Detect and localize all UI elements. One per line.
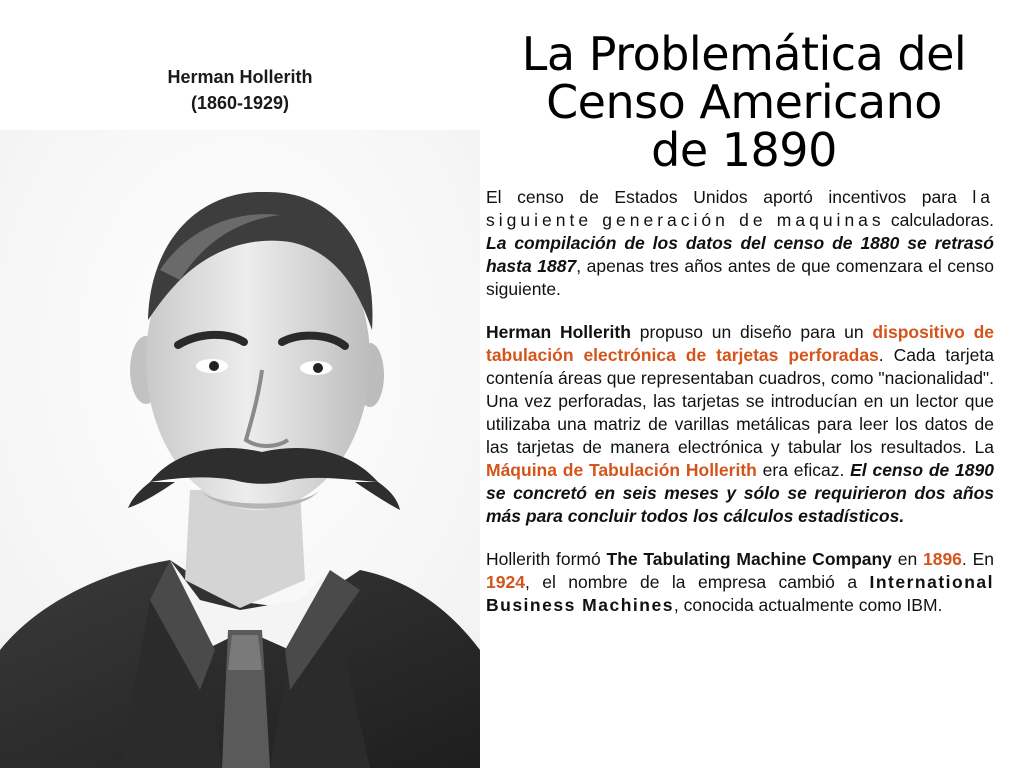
paragraph-company xyxy=(486,548,994,617)
p3-text-5: , conocida actualmente como IBM. xyxy=(673,595,943,615)
p2-text-1: propuso un diseño para un xyxy=(630,322,873,342)
p1-text-4: , apenas tres años antes de que comenzara el censo siguiente. xyxy=(486,256,995,299)
p2-highlight-machine: Máquina de Tabulación Hollerith xyxy=(486,460,757,480)
paragraph-census-1880 xyxy=(486,186,994,301)
p1-text-spaced: la siguiente generación de maquinas xyxy=(486,187,994,230)
person-years: (1860-1929) xyxy=(190,93,290,113)
p1-emphasis: La compilación de los datos del censo de 1880 se retrasó hasta 1887 xyxy=(486,233,994,276)
p3-year-1924: 1924 xyxy=(486,572,525,592)
p3-year-1896: 1896 xyxy=(922,549,962,569)
p1-text-3: calculadoras. xyxy=(884,210,994,230)
slide-title xyxy=(484,27,1004,177)
p2-name: Herman Hollerith xyxy=(486,322,631,342)
p2-text-2: . Cada tarjeta contenía áreas que representaban cuadros, como "nacionalidad". Una vez perforadas, las tarjetas se introducían en un lector que utilizaba una matriz de varillas metálicas para leer los datos de las tarjetas de manera electrónica y tabular los resultados. La xyxy=(486,345,995,457)
p3-ibm-name: International Business Machines xyxy=(486,572,994,615)
p2-text-3: era eficaz. xyxy=(756,460,851,480)
p3-company-name: The Tabulating Machine Company xyxy=(606,549,892,569)
person-name: Herman Hollerith xyxy=(167,67,313,87)
p3-text-4: , el nombre de la empresa cambió a xyxy=(524,572,870,592)
p2-emphasis: El censo de 1890 se concretó en seis meses y sólo se requirieron dos años más para concluir todos los cálculos estadísticos. xyxy=(486,460,994,526)
portrait-caption xyxy=(120,64,360,116)
p3-text-3: . En xyxy=(961,549,994,569)
p3-text-2: en xyxy=(891,549,923,569)
p2-highlight-device: dispositivo de tabulación electrónica de tarjetas perforadas xyxy=(486,322,995,365)
title-line-3: de 1890 xyxy=(651,123,837,177)
hollerith-portrait xyxy=(0,130,480,768)
title-line-2: Censo Americano xyxy=(546,75,942,129)
title-line-1: La Problemática del xyxy=(521,27,967,81)
p1-text-1: El censo de Estados Unidos aportó incentivos para xyxy=(486,187,973,207)
paragraph-hollerith-design xyxy=(486,321,994,528)
body-text xyxy=(486,186,994,637)
p3-text-1: Hollerith formó xyxy=(486,549,607,569)
